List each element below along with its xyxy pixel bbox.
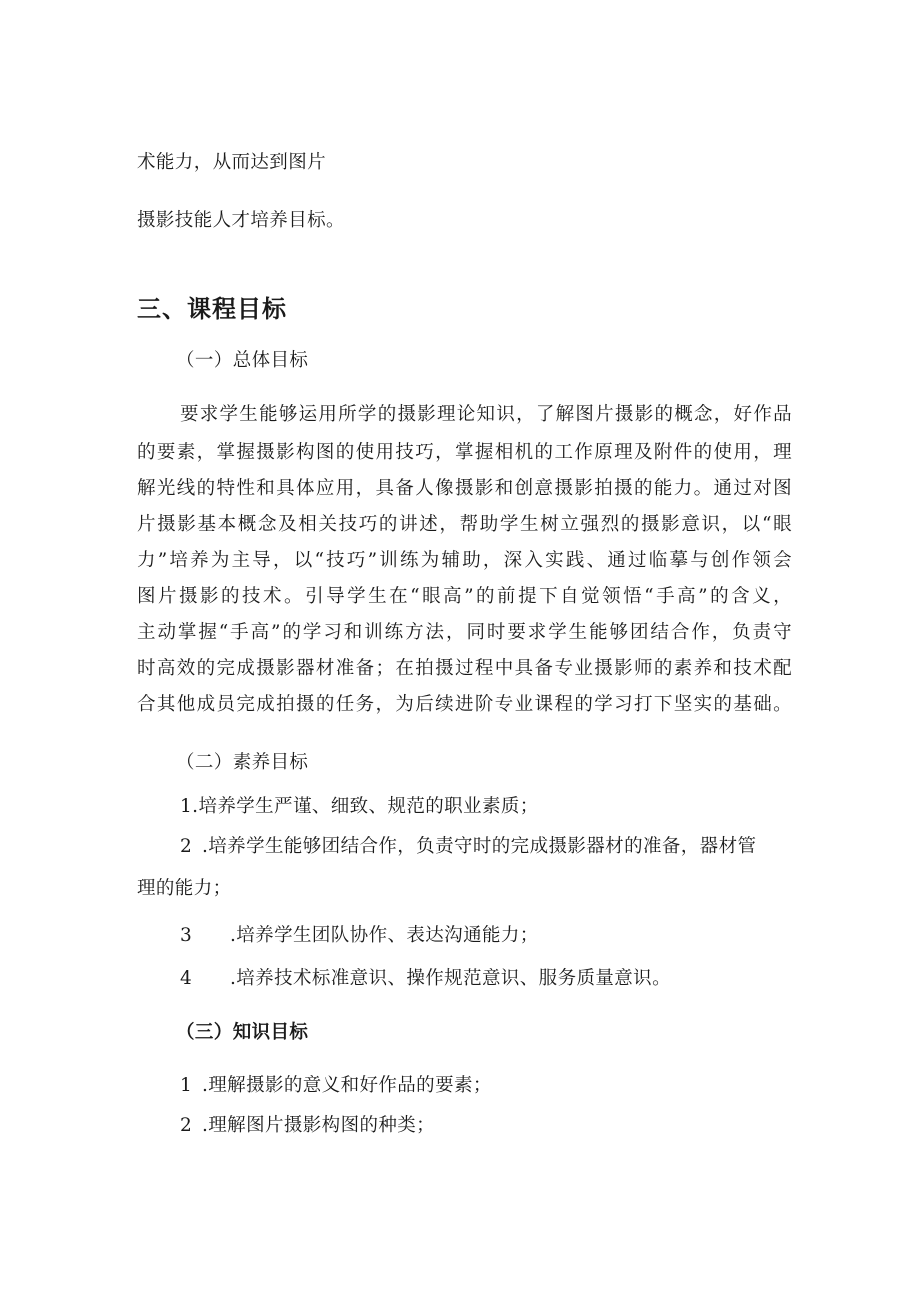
- overall-paragraph-line-5: 力”培养为主导，以“技巧”训练为辅助，深入实践、通过临摹与创作领会: [137, 550, 792, 571]
- literacy-heading: （二）素养目标: [176, 752, 309, 773]
- list-number: 1.: [180, 796, 199, 817]
- overall-paragraph-line-3: 解光线的特性和具体应用，具备人像摄影和创意摄影拍摄的能力。通过对图: [137, 478, 792, 499]
- overall-paragraph-line-4: 片摄影基本概念及相关技巧的讲述，帮助学生树立强烈的摄影意识，以“眼: [137, 514, 792, 535]
- literacy-item-2-continuation: 理的能力；: [137, 878, 232, 899]
- overall-heading: （一）总体目标: [176, 350, 309, 371]
- literacy-item-2: [180, 836, 756, 858]
- literacy-item-3: [180, 925, 539, 947]
- overall-paragraph-line-6: 图片摄影的技术。引导学生在“眼高”的前提下自觉领悟“手高”的含义，: [137, 586, 792, 607]
- list-item-text: .理解图片摄影构图的种类；: [202, 1115, 436, 1136]
- overall-paragraph-line-7: 主动掌握“手高”的学习和训练方法，同时要求学生能够团结合作，负责守: [137, 622, 792, 643]
- list-number: 2: [180, 836, 193, 857]
- overall-paragraph-line-9: 合其他成员完成拍摄的任务，为后续进阶专业课程的学习打下坚实的基础。: [137, 694, 792, 715]
- literacy-item-4: [180, 968, 671, 990]
- list-item-text: 培养学生严谨、细致、规范的职业素质；: [198, 796, 539, 817]
- list-number: 3: [180, 925, 193, 946]
- overall-paragraph-line-2: 的要素，掌握摄影构图的使用技巧，掌握相机的工作原理及附件的使用，理: [137, 442, 792, 463]
- knowledge-item-2: [180, 1115, 435, 1137]
- intro-line-1: 术能力，从而达到图片: [137, 152, 327, 173]
- intro-line-2: 摄影技能人才培养目标。: [137, 210, 345, 231]
- list-number: 4: [180, 968, 193, 989]
- section-title: 三、课程目标: [137, 295, 287, 323]
- list-item-text: .培养技术标准意识、操作规范意识、服务质量意识。: [230, 968, 671, 989]
- list-number: 1: [180, 1075, 193, 1096]
- list-item-text: .理解摄影的意义和好作品的要素；: [202, 1075, 492, 1096]
- list-item-text: .培养学生能够团结合作，负责守时的完成摄影器材的准备，器材管: [202, 836, 757, 857]
- list-item-text: .培养学生团队协作、表达沟通能力；: [230, 925, 539, 946]
- overall-paragraph-line-1: 要求学生能够运用所学的摄影理论知识，了解图片摄影的概念，好作品: [180, 404, 792, 425]
- knowledge-heading: （三）知识目标: [176, 1022, 309, 1043]
- overall-paragraph-line-8: 时高效的完成摄影器材准备；在拍摄过程中具备专业摄影师的素养和技术配: [137, 658, 792, 679]
- list-number: 2: [180, 1115, 193, 1136]
- literacy-item-1: [180, 796, 539, 818]
- knowledge-item-1: [180, 1075, 492, 1097]
